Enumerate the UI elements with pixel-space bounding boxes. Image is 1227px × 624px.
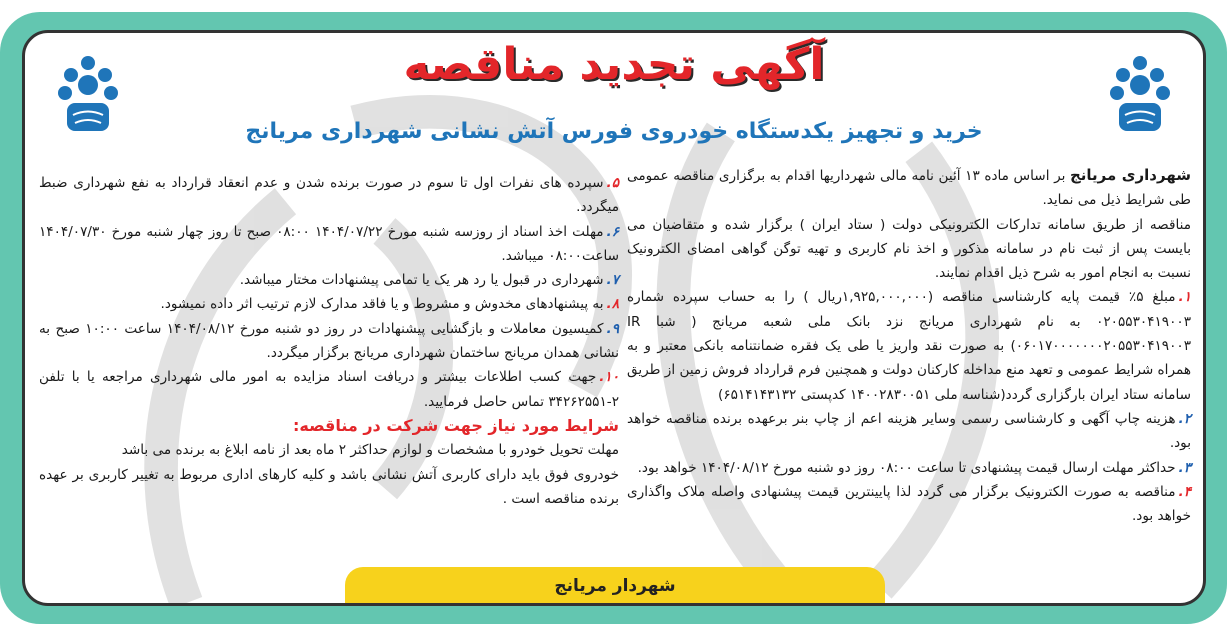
item-text: سپرده های نفرات اول تا سوم در صورت برنده شدن و عدم انعقاد قرارداد به نفع شهرداری ضبط میگردد.	[39, 175, 619, 216]
item-number: ۳.	[1178, 459, 1191, 476]
list-item	[39, 292, 619, 316]
list-item	[39, 171, 619, 220]
item-text: مبلغ ۵٪ قیمت پایه کارشناسی مناقصه (۱,۹۲۵,۰۰۰,۰۰۰ریال ) را به حساب سپرده شماره ۰۲۰۵۵۳۰۴۱۹۰۰۳ به نام شهرداری مریانج نزد بانک ملی شعبه مریانج ( شبا IR ۰۶۰۱۷۰۰۰۰۰۰۰۲۰۵۵۳۰۴۱۹۰۰۳) به صورت نقد واریز یا طی یک فقره ضمانتنامه بانکی معتبر و به همراه شرایط عمومی و تعهد منع مداخله کارکنان دولت و همچنین فرم قرارداد فروش زمین از طریق سامانه ستاد ایران بارگزاری گردد(شناسه ملی ۱۴۰۰۲۸۳۰۰۵۱ کدپستی ۶۵۱۴۱۴۳۱۳۲)	[627, 289, 1191, 403]
item-number: ۶.	[606, 223, 620, 240]
item-text: مهلت اخذ اسناد از روزسه شنبه مورخ ۱۴۰۴/۰۷/۲۲ ۰۸:۰۰ صبح تا روز چهار شنبه مورخ ۱۴۰۴/۰۷/۳۰ ساعت۰۸:۰۰ میباشد.	[39, 223, 619, 264]
item-text: شهرداری در قبول یا رد هر یک یا تمامی پیشنهادات مختار میباشد.	[239, 272, 604, 289]
item-number: ۷.	[606, 272, 619, 289]
list-item	[39, 317, 619, 366]
page-title: آگهی تجدید مناقصه	[403, 39, 825, 90]
intro-lead: شهرداری مریانج	[1069, 166, 1191, 184]
item-number: ۴.	[1178, 483, 1191, 500]
announcement-card	[22, 30, 1206, 606]
intro-paragraph	[627, 163, 1191, 213]
intro-text: بر اساس ماده ۱۳ آئین نامه مالی شهرداریها اقدام به برگزاری مناقصه عمومی طی شرایط ذیل می نماید.	[627, 168, 1191, 209]
item-number: ۱۰.	[599, 369, 619, 386]
right-column	[627, 163, 1191, 528]
item-number: ۸.	[606, 296, 619, 313]
list-item	[627, 407, 1191, 456]
list-item	[39, 220, 619, 269]
item-number: ۹.	[606, 320, 619, 337]
item-text: جهت کسب اطلاعات بیشتر و دریافت اسناد مزایده به امور مالی شهرداری مراجعه یا با تلفن ۲-۳۴۲۶۲۵۵۱ تماس حاصل فرمایید.	[39, 369, 619, 410]
item-text: هزینه چاپ آگهی و کارشناسی رسمی وسایر هزینه اعم از چاپ بنر برعهده برنده مناقصه خواهد بود.	[627, 410, 1191, 452]
list-item	[627, 285, 1191, 406]
procedure-paragraph: مناقصه از طریق سامانه تدارکات الکترونیکی دولت ( ستاد ایران ) برگزار شده و متقاضیان می بایست پس از ثبت نام در سامانه مذکور و اخذ نام کاربری و تهیه توگن گواهی امضای الکترونیک نسبت به انجام امور به شرح ذیل اقدام نمایند.	[627, 216, 1191, 282]
condition-text: مهلت تحویل خودرو با مشخصات و لوازم حداکثر ۲ ماه بعد از نامه ابلاغ به برنده می باشد	[121, 442, 619, 459]
item-text: به پیشنهادهای مخدوش و مشروط و یا فاقد مدارک لازم ترتیب اثر داده نمیشود.	[160, 296, 604, 313]
signature-footer: شهردار مریانج	[345, 567, 885, 606]
subtitle: خرید و تجهیز یکدستگاه خودروی فورس آتش نشانی شهرداری مریانج	[245, 119, 983, 144]
condition-text: خودروی فوق باید دارای کاربری آتش نشانی باشد و کلیه کارهای اداری مربوط به تغییر کاربری بر عهده برنده مناقصه است .	[39, 466, 619, 507]
list-item	[627, 456, 1191, 480]
item-text: مناقصه به صورت الکترونیک برگزار می گردد لذا پایینترین قیمت پیشنهادی واصله ملاک واگذاری خواهد بود.	[627, 483, 1191, 525]
list-item	[39, 268, 619, 292]
item-number: ۱.	[1178, 289, 1191, 306]
item-number: ۲.	[1178, 410, 1191, 427]
left-column	[39, 171, 619, 511]
list-item	[39, 365, 619, 414]
conditions-heading: شرایط مورد نیاز جهت شرکت در مناقصه:	[292, 415, 619, 435]
item-text: حداکثر مهلت ارسال قیمت پیشنهادی تا ساعت ۰۸:۰۰ روز دو شنبه مورخ ۱۴۰۴/۰۸/۱۲ خواهد بود.	[637, 459, 1176, 476]
item-number: ۵.	[606, 175, 619, 191]
item-text: کمیسیون معاملات و بازگشایی پیشنهادات در روز دو شنبه مورخ ۱۴۰۴/۰۸/۱۲ ساعت ۱۰:۰۰ صبح به نشانی همدان مریانج ساختمان شهرداری مریانج برگزار میگردد.	[39, 320, 619, 362]
list-item	[627, 480, 1191, 529]
